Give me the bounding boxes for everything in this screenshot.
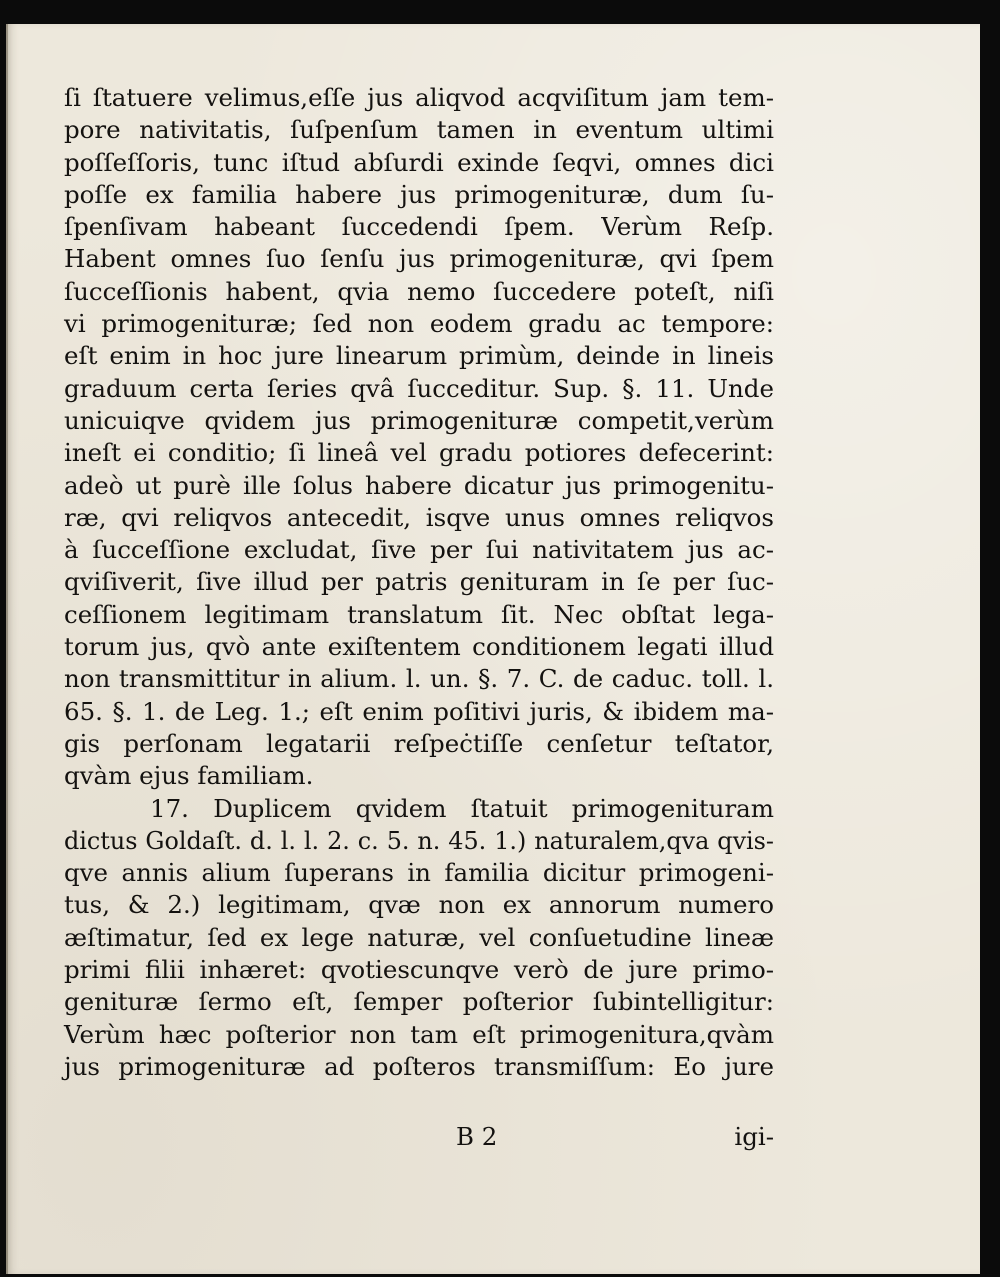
text-line: ſi ſtatuere velimus,eſſe jus aliqvod acqviſitum jam tem- bbox=[64, 83, 774, 112]
text-line: 65. §. 1. de Leg. 1.; eſt enim poſitivi juris, & ibidem ma- bbox=[64, 696, 774, 726]
text-line: Habent omnes ſuo ſenſu jus primogenituræ, qvi ſpem bbox=[64, 244, 774, 274]
text-line: eſt enim in hoc jure linearum primùm, deinde in lineis bbox=[64, 341, 774, 371]
text-line: ſpenſivam habeant ſuccedendi ſpem. Verùm Reſp. bbox=[64, 212, 774, 242]
text-line: Verùm hæc poſterior non tam eſt primogenitura,qvàm bbox=[64, 1019, 774, 1049]
text-line: graduum certa ſeries qvâ ſucceditur. Sup. §. 11. Unde bbox=[64, 373, 774, 403]
text-line: qvàm ejus familiam. bbox=[64, 761, 314, 791]
text-line: ceſſionem legitimam translatum ſit. Nec obſtat lega- bbox=[64, 599, 774, 629]
signature-mark: B 2 bbox=[456, 1122, 498, 1151]
text-line: non transmittitur in alium. l. un. §. 7. C. de caduc. toll. l. bbox=[64, 664, 774, 694]
page-gutter-edge bbox=[6, 24, 8, 1274]
text-line: torum jus, qvò ante exiſtentem conditionem legati illud bbox=[64, 632, 774, 662]
text-line: tus, & 2.) legitimam, qvæ non ex annorum numero bbox=[64, 890, 774, 920]
text-line: ſucceſſionis habent, qvia nemo ſuccedere poteſt, niſi bbox=[64, 276, 774, 306]
paragraph-start-line: 17. Duplicem qvidem ſtatuit primogenituram bbox=[150, 793, 774, 823]
text-line: gis perſonam legatarii reſpeċtiſſe cenſetur teſtator, bbox=[64, 728, 774, 758]
text-line: ræ, qvi reliqvos antecedit, isqve unus omnes reliqvos bbox=[64, 502, 774, 532]
page-footer bbox=[64, 1122, 774, 1156]
text-line: qve annis alium ſuperans in familia dicitur primogeni- bbox=[64, 858, 774, 888]
text-line: primi filii inhæret: qvotiescunqve verò de jure primo- bbox=[64, 955, 774, 985]
text-line: pore nativitatis, ſuſpenſum tamen in eventum ultimi bbox=[64, 115, 774, 145]
text-line: genituræ ſermo eſt, ſemper poſterior ſubintelligitur: bbox=[64, 987, 774, 1017]
text-line: ineſt ei conditio; ſi lineâ vel gradu potiores defecerint: bbox=[64, 438, 774, 468]
text-line: adeò ut purè ille ſolus habere dicatur jus primogenitu- bbox=[64, 470, 774, 500]
body-text bbox=[64, 82, 774, 1083]
text-line: unicuiqve qvidem jus primogenituræ competit,verùm bbox=[64, 405, 774, 435]
text-line: poſſe ex familia habere jus primogenituræ, dum ſu- bbox=[64, 179, 774, 209]
text-line: à ſucceſſione excludat, ſive per ſui nativitatem jus ac- bbox=[64, 535, 774, 565]
text-line: jus primogenituræ ad poſteros transmiſſum: Eo jure bbox=[64, 1051, 774, 1081]
catchword: igi- bbox=[734, 1122, 774, 1151]
text-line: poſſeſſoris, tunc iſtud abſurdi exinde ſeqvi, omnes dici bbox=[64, 147, 774, 177]
text-line: æſtimatur, ſed ex lege naturæ, vel conſuetudine lineæ bbox=[64, 922, 774, 952]
text-line: dictus Goldaſt. d. l. l. 2. c. 5. n. 45. 1.) naturalem,qva qvis- bbox=[64, 826, 774, 855]
text-line: vi primogenituræ; ſed non eodem gradu ac tempore: bbox=[64, 309, 774, 339]
text-line: qviſiverit, ſive illud per patris genituram in ſe per ſuc- bbox=[64, 567, 774, 597]
